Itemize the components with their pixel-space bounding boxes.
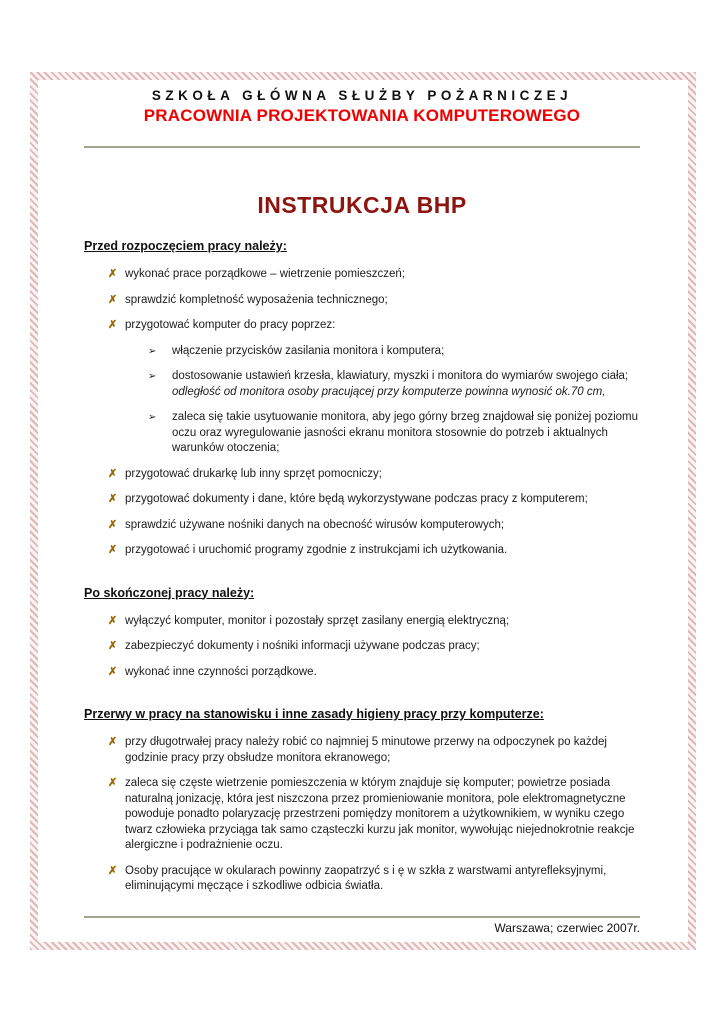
list-item (108, 318, 640, 334)
decorative-striped-border (30, 72, 696, 950)
section-heading: Przerwy w pracy na stanowisku i inne zasady higieny pracy przy komputerze: (84, 707, 544, 721)
x-bullet-icon: ✗ (108, 518, 118, 531)
list-item-main: wyłączyć komputer, monitor i pozostały sprzęt zasilany energią elektryczną; (125, 614, 510, 627)
list-item-text (125, 543, 640, 559)
list-item-text (125, 614, 640, 630)
list-item (108, 735, 640, 766)
footer (84, 916, 640, 935)
list-item-text (125, 776, 640, 854)
sublist-item-italic-note: odległość od monitora osoby pracującej przy komputerze powinna wynosić ok.70 cm, (172, 385, 606, 398)
x-bullet-icon: ✗ (108, 736, 118, 748)
section-1 (84, 239, 640, 559)
department-name: PRACOWNIA PROJEKTOWANIA KOMPUTEROWEGO (143, 106, 581, 125)
list-item-main: zaleca się częste wietrzenie pomieszczenia w którym znajduje się komputer; powietrze posiada naturalną jonizację, która jest niszczona przez promieniowanie monitora, pole elektromagnetyczne powoduje ponadto polaryzację przestrzeni pomiędzy monitorem a użytkownikiem, w wyniku czego twarz człowieka przyciąga tak samo cząsteczki kurzu jak monitor, wywołując niejednokrotnie reakcje alergiczne i podrażnienie oczu. (125, 777, 635, 851)
list-item-text (125, 293, 640, 309)
arrow-bullet-icon: ➢ (148, 345, 157, 357)
footer-place-date: Warszawa; czerwiec 2007r. (494, 921, 640, 935)
x-bullet-icon: ✗ (108, 665, 118, 678)
institution-name: SZKOŁA GŁÓWNA SŁUŻBY POŻARNICZEJ (151, 88, 573, 103)
section-3 (84, 707, 640, 895)
list-item-main: przygotować i uruchomić programy zgodnie z instrukcjami ich użytkowania. (125, 544, 508, 556)
sublist-item-text (172, 410, 640, 457)
list-item-main: wykonać inne czynności porządkowe. (125, 665, 317, 678)
list-item-main: wykonać prace porządkowe – wietrzenie pomieszczeń; (125, 268, 405, 280)
list-item-text (125, 518, 640, 534)
sublist-item (148, 344, 640, 360)
sublist-item-main: zaleca się takie usytuowanie monitora, aby jego górny brzeg znajdował się poniżej poziomu oczu oraz wyregulowanie jasności ekranu monitora stosownie do potrzeb i aktualnych warunków otoczenia; (172, 411, 639, 454)
x-bullet-icon: ✗ (108, 467, 118, 480)
arrow-bullet-icon: ➢ (148, 412, 157, 423)
list-item-main: przygotować komputer do pracy poprzez: (125, 319, 336, 331)
list-item (108, 293, 640, 309)
list-item-text (125, 665, 640, 681)
list-item (108, 518, 640, 534)
sublist-item-text (172, 369, 640, 400)
list-item (108, 639, 640, 655)
sublist-item (148, 369, 640, 400)
page-title: INSTRUKCJA BHP (257, 192, 467, 218)
list-item-text (125, 318, 640, 334)
x-bullet-icon: ✗ (108, 777, 118, 789)
list-item-main: przygotować drukarkę lub inny sprzęt pomocniczy; (125, 467, 382, 480)
list-item (108, 543, 640, 559)
x-bullet-icon: ✗ (108, 319, 118, 331)
x-bullet-icon: ✗ (108, 268, 118, 280)
list-item-main: Osoby pracujące w okularach powinny zaopatrzyć s i ę w szkła z warstwami antyrefleksyjnymi, eliminującymi męczące i szkodliwe odbicia światła. (125, 864, 607, 892)
list-item (108, 267, 640, 283)
sublist-item (148, 410, 640, 457)
list-item-main: zabezpieczyć dokumenty i nośniki informacji używane podczas pracy; (125, 640, 480, 652)
list-item (108, 492, 640, 508)
section-heading: Po skończonej pracy należy: (84, 585, 255, 600)
list-item-text (125, 492, 640, 508)
list-item-text (125, 267, 640, 283)
section-heading: Przed rozpoczęciem pracy należy: (84, 239, 287, 253)
x-bullet-icon: ✗ (108, 640, 118, 652)
list-item (108, 665, 640, 681)
document-body (84, 239, 640, 895)
list-item-main: przygotować dokumenty i dane, które będą wykorzystywane podczas pracy z komputerem; (125, 493, 588, 505)
sublist-item-text (172, 344, 640, 360)
sublist-item-main: włączenie przycisków zasilania monitora i komputera; (172, 344, 445, 357)
list-item-text (125, 864, 640, 895)
header-divider (84, 146, 640, 148)
x-bullet-icon: ✗ (108, 493, 118, 505)
x-bullet-icon: ✗ (108, 614, 118, 627)
section-2 (84, 586, 640, 681)
list-item (108, 614, 640, 630)
list-item-text (125, 467, 640, 483)
list-item (108, 776, 640, 854)
footer-divider (84, 916, 640, 918)
list-item-main: sprawdzić kompletność wyposażenia technicznego; (125, 293, 388, 306)
x-bullet-icon: ✗ (108, 293, 118, 306)
list-item-main: przy długotrwałej pracy należy robić co najmniej 5 minutowe przerwy na odpoczynek po każdej godzinie pracy przy obsłudze monitora ekranowego; (125, 736, 607, 764)
sublist-item-main: dostosowanie ustawień krzesła, klawiatury, myszki i monitora do wymiarów swojego ciała; (172, 370, 629, 382)
document-page (38, 80, 688, 942)
x-bullet-icon: ✗ (108, 864, 118, 877)
x-bullet-icon: ✗ (108, 544, 118, 556)
list-item (108, 467, 640, 483)
list-item (108, 864, 640, 895)
arrow-bullet-icon: ➢ (148, 371, 157, 382)
list-item-text (125, 639, 640, 655)
list-item-text (125, 735, 640, 766)
list-item-main: sprawdzić używane nośniki danych na obecność wirusów komputerowych; (125, 518, 505, 531)
